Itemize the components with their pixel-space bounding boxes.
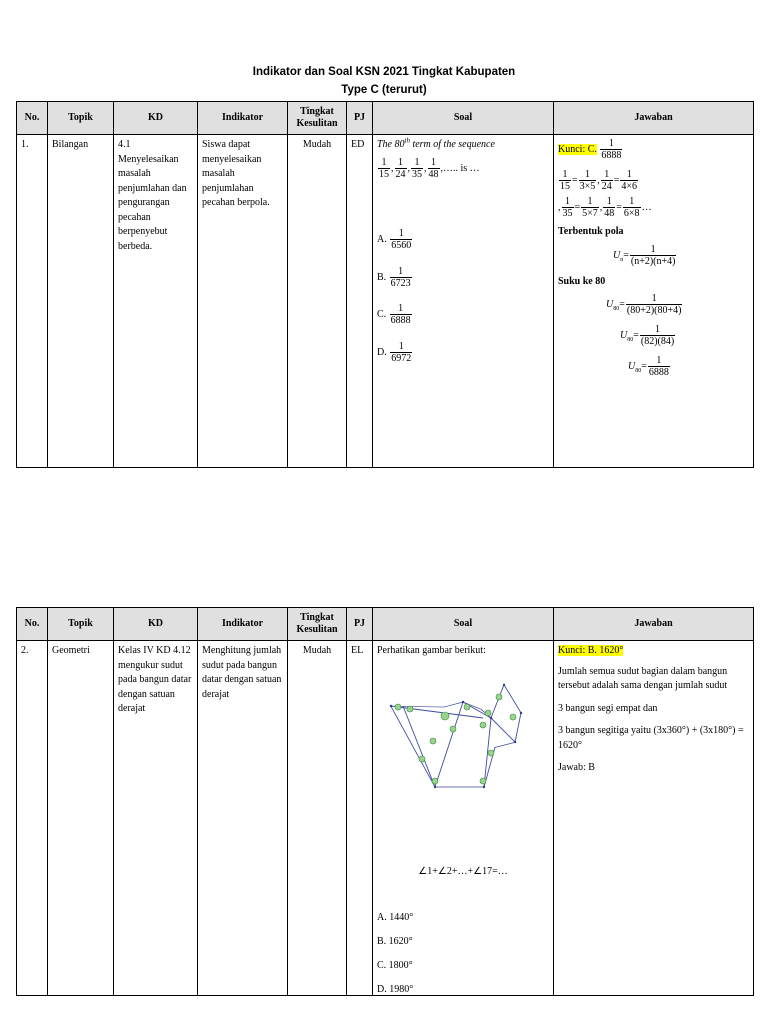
row-topik: Geometri (48, 641, 114, 996)
col-header-tingkat-line2: Kesulitan (296, 624, 338, 635)
row-indikator: Siswa dapat menyelesaikan masalah penjumlahan pecahan berpola. (198, 135, 288, 468)
table-header-row (17, 102, 754, 135)
row-pj: ED (347, 135, 373, 468)
answer-paragraph-3: 3 bangun segitiga yaitu (3x360°) + (3x180°) = 1620° (558, 725, 744, 751)
term-80-label: Suku ke 80 (558, 275, 606, 287)
document-subtitle: Type C (terurut) (341, 84, 427, 96)
pattern-label: Terbentuk pola (558, 226, 624, 237)
equation-line-2: , $\frac{1}{35}$ = $\frac{1}{5\times 7}$ , $\frac{1}{48}$ = $\frac{1}{6\times 8}$ … (558, 196, 652, 219)
row-soal (373, 135, 554, 468)
col-header-indikator: Indikator (198, 102, 288, 135)
col-header-topik: Topik (48, 102, 114, 135)
col-header-pj: PJ (347, 102, 373, 135)
row-tingkat: Mudah (288, 135, 347, 468)
col-header-tingkat (288, 102, 347, 135)
option-d: D. 1980° (377, 984, 414, 995)
col-header-indikator: Indikator (198, 608, 288, 641)
angle-sum-expression: ∠1+∠2+…+∠17=… (418, 866, 508, 877)
sequence-tail: ,….. is … (440, 162, 480, 174)
term-80-step-2: $U_{80}=$ $\frac{1}{(82)(84)}$ (620, 324, 675, 347)
col-header-jawaban: Jawaban (554, 608, 754, 641)
col-header-soal: Soal (373, 608, 554, 641)
row-kd: 4.1 Menyelesaikan masalah penjumlahan dan pengurangan pecahan berpenyebut berbeda. (114, 135, 198, 468)
term-80-step-1: $U_{80}=$ $\frac{1}{(80+2)(80+4)}$ (606, 293, 682, 316)
table-row (17, 641, 754, 996)
col-header-pj: PJ (347, 608, 373, 641)
fraction: $\frac{1}{48}$ (428, 156, 439, 180)
question-table-2 (16, 607, 754, 996)
row-number: 1. (17, 135, 48, 468)
row-jawaban (554, 135, 754, 468)
row-tingkat: Mudah (288, 641, 347, 996)
col-header-kd: KD (114, 608, 198, 641)
polygon-figure (387, 683, 527, 793)
col-header-topik: Topik (48, 608, 114, 641)
answer-paragraph-2: 3 bangun segi empat dan (558, 702, 658, 714)
answer-paragraph-4: Jawab: B (558, 762, 595, 773)
answer-key-label: Kunci: B. 1620° (558, 645, 624, 656)
question-text-pre: The 80 (377, 139, 405, 150)
answer-key: Kunci: C. $\frac{1}{6888}$ (558, 138, 622, 161)
option-b: B. $\frac{1}{6723}$ (377, 266, 411, 289)
pattern-formula: $U_n=$ $\frac{1}{(n+2)(n+4)}$ (613, 243, 676, 267)
option-c: C. $\frac{1}{6888}$ (377, 303, 411, 326)
equation-line-1: $\frac{1}{15}$ = $\frac{1}{3\times 5}$ , $\frac{1}{24}$ = $\frac{1}{4\times 6}$ (560, 169, 638, 192)
col-header-soal: Soal (373, 102, 554, 135)
term-80-step-3: $U_{80}=$ $\frac{1}{6888}$ (628, 355, 669, 378)
answer-key-label: Kunci: C. (558, 143, 597, 155)
col-header-no: No. (17, 102, 48, 135)
row-kd: Kelas IV KD 4.12 mengukur sudut pada bangun datar dengan satuan derajat (114, 641, 198, 996)
col-header-no: No. (17, 608, 48, 641)
col-header-tingkat (288, 608, 347, 641)
option-c: C. 1800° (377, 960, 413, 971)
row-pj: EL (347, 641, 373, 996)
row-jawaban (554, 641, 754, 996)
row-indikator: Menghitung jumlah sudut pada bangun datar dengan satuan derajat (198, 641, 288, 996)
question-table-1 (16, 101, 754, 468)
col-header-jawaban: Jawaban (554, 102, 754, 135)
option-a: A. $\frac{1}{6560}$ (377, 228, 412, 251)
answer-paragraph-1: Jumlah semua sudut bagian dalam bangun tersebut adalah sama dengan jumlah sudut (558, 665, 728, 691)
col-header-tingkat-line2: Kesulitan (296, 118, 338, 129)
document-title: Indikator dan Soal KSN 2021 Tingkat Kabupaten (252, 66, 516, 78)
question-text-sup: th (404, 136, 410, 145)
question-text-post: term of the sequence (409, 139, 495, 150)
col-header-tingkat-line1: Tingkat (300, 106, 334, 117)
question-intro: Perhatikan gambar berikut: (377, 645, 486, 656)
col-header-kd: KD (114, 102, 198, 135)
fraction: $\frac{1}{35}$ (412, 156, 422, 180)
col-header-tingkat-line1: Tingkat (300, 612, 334, 623)
fraction: $\frac{1}{15}$ (379, 156, 389, 180)
table-row (17, 135, 754, 468)
row-number: 2. (17, 641, 48, 996)
option-b: B. 1620° (377, 936, 413, 947)
sequence: $\frac{1}{15}$ , $\frac{1}{24}$ , $\frac{1}{35}$ , $\frac{1}{48}$ ,….. is … (379, 156, 480, 180)
fraction: $\frac{1}{24}$ (395, 156, 406, 180)
option-a: A. 1440° (377, 912, 414, 923)
row-soal (373, 641, 554, 996)
question-text (377, 138, 549, 153)
table-header-row (17, 608, 754, 641)
option-d: D. $\frac{1}{6972}$ (377, 341, 412, 364)
row-topik: Bilangan (48, 135, 114, 468)
